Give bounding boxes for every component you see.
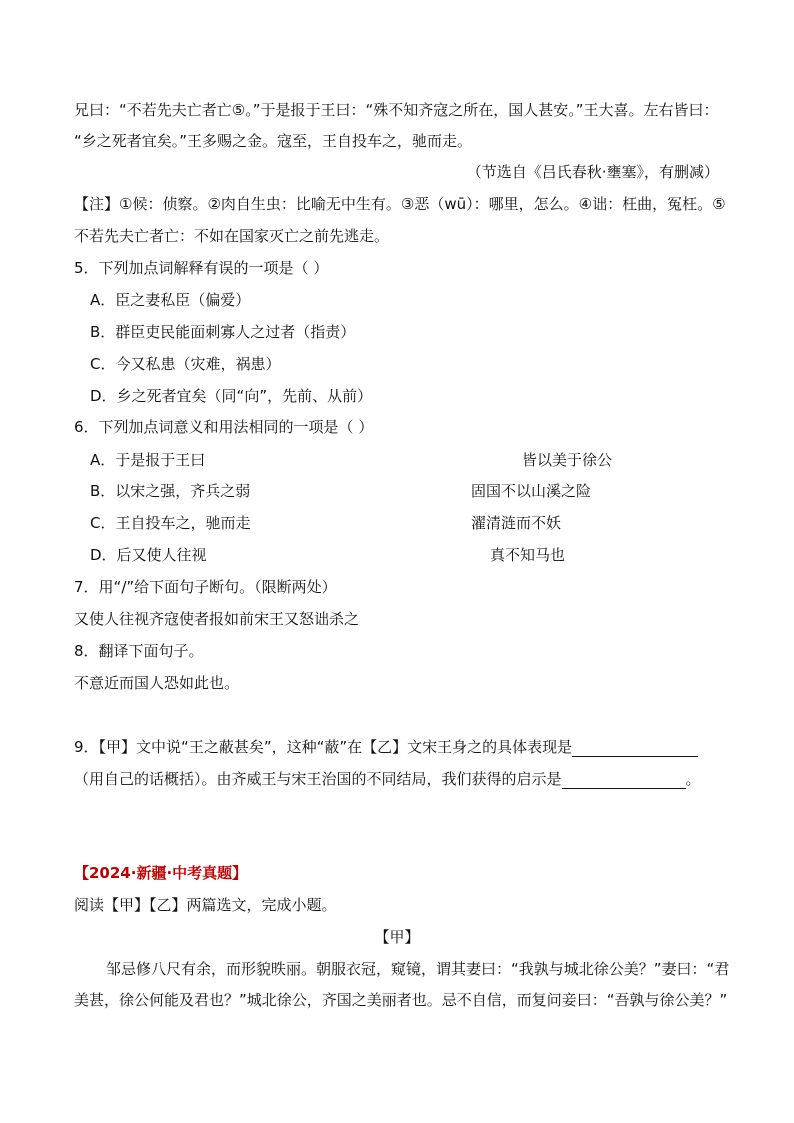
section-source-tag: 【2024·新疆·中考真题】	[74, 864, 248, 882]
q6-option-a-left: A．于是报于王曰	[90, 451, 206, 469]
q9-part-3: 。	[685, 770, 701, 788]
q9-part-1: 9．【甲】文中说“王之蔽甚矣”，这种“蔽”在【乙】文宋王身之的具体表现是	[74, 738, 573, 756]
q5-option-b: B．群臣吏民能面刺寡人之过者（指责）	[90, 323, 356, 341]
q6-option-d-left: D．后又使人往视	[90, 546, 207, 564]
q7-sentence: 又使人往视齐寇使者报如前宋王又怒诎杀之	[74, 610, 360, 628]
q5-option-c: C．今又私患（灾难，祸患）	[90, 355, 281, 373]
q6-option-c-left: C．王自投车之，驰而走	[90, 514, 251, 532]
q6-option-a-right: 皆以美于徐公	[522, 451, 613, 469]
q9-line-2	[74, 769, 701, 789]
passage-yi-line-2: “乡之死者宜矣。”王多赐之金。寇至，王自投车之，驰而走。	[74, 132, 473, 150]
q5-option-d: D．乡之死者宜矣（同“向”，先前、从前）	[90, 387, 373, 405]
jia-line-1: 邹忌修八尺有余，而形貌昳丽。朝服衣冠，窥镜，谓其妻曰：“我孰与城北徐公美？”妻曰：“君	[106, 960, 730, 978]
jia-title: 【甲】	[374, 928, 420, 946]
q6-stem: 6．下列加点词意义和用法相同的一项是（ ）	[74, 418, 374, 436]
notes-line-1: 【注】①候：侦察。②肉自生虫：比喻无中生有。③恶（wū）：哪里，怎么。④诎：枉曲，冤枉。⑤	[74, 195, 726, 213]
q6-option-d-right: 真不知马也	[490, 546, 566, 564]
q8-sentence: 不意近而国人恐如此也。	[74, 674, 240, 692]
passage-yi-line-1: 兄曰：“不若先夫亡者亡⑤。”于是报于王曰：“殊不知齐寇之所在，国人甚安。”王大喜。左右皆曰：	[74, 101, 719, 119]
q8-stem: 8．翻译下面句子。	[74, 642, 204, 660]
q9-answer-blank-1[interactable]	[572, 740, 698, 757]
q9-part-2: （用自己的话概括）。由齐威王与宋王治国的不同结局，我们获得的启示是	[74, 770, 562, 788]
q6-option-c-right: 濯清涟而不妖	[471, 514, 562, 532]
q5-option-a: A．臣之妻私臣（偏爱）	[90, 291, 251, 309]
q9-line-1	[74, 737, 698, 757]
q6-option-b-right: 固国不以山溪之险	[471, 482, 592, 500]
q7-stem: 7．用“/”给下面句子断句。（限断两处）	[74, 578, 337, 596]
notes-line-2: 不若先夫亡者亡：不如在国家灭亡之前先逃走。	[74, 227, 390, 245]
q6-option-b-left: B．以宋之强，齐兵之弱	[90, 482, 251, 500]
q9-answer-blank-2[interactable]	[562, 772, 686, 789]
section-instruction: 阅读【甲】【乙】两篇选文，完成小题。	[74, 896, 337, 914]
jia-line-2: 美甚，徐公何能及君也？”城北徐公，齐国之美丽者也。忌不自信，而复问妾曰：“吾孰与徐公美？”	[74, 991, 728, 1009]
passage-source: （节选自《吕氏春秋·壅塞》，有删减）	[466, 163, 719, 181]
q5-stem: 5．下列加点词解释有误的一项是（ ）	[74, 259, 329, 277]
